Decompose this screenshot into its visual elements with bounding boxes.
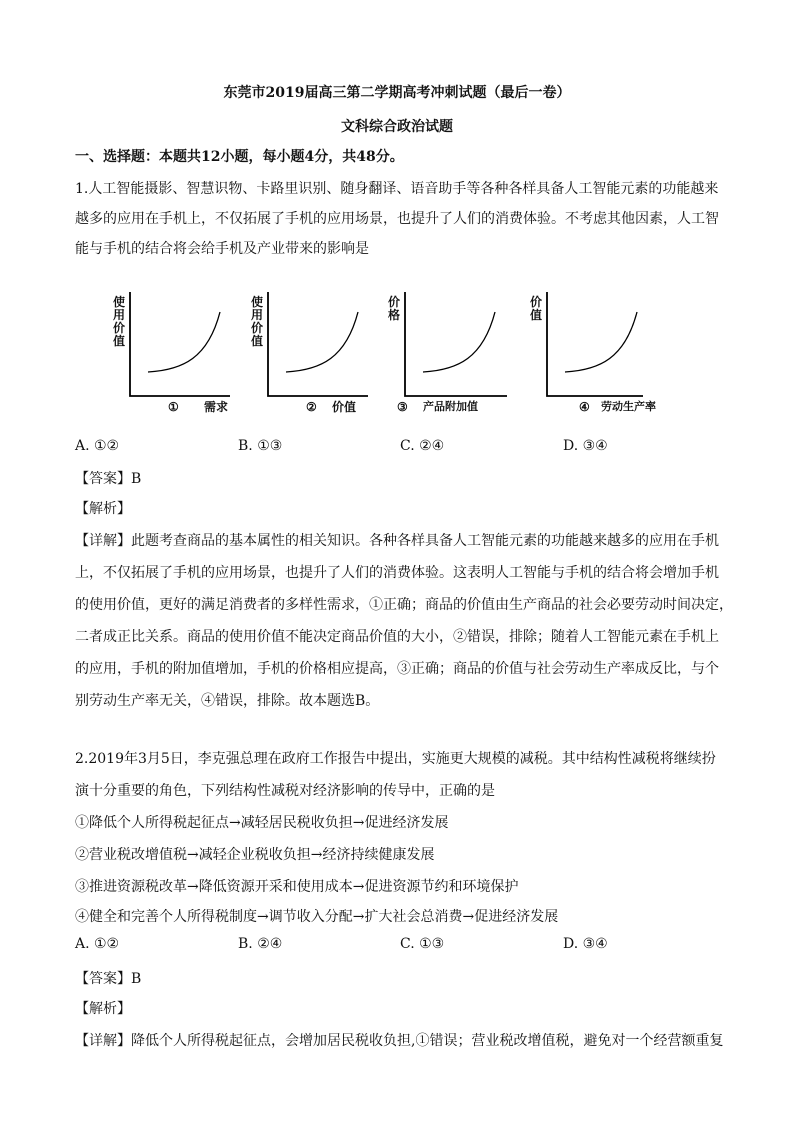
q1-detail-label: 【详解】 xyxy=(75,533,131,549)
q2-line-2: 演十分重要的角色，下列结构性减税对经济影响的传导中，正确的是 xyxy=(75,783,495,799)
graph-1-axes xyxy=(108,290,238,415)
q1-answer: 【答案】B xyxy=(75,471,142,487)
q1-detail-line-3: 的使用价值，更好的满足消费者的多样性需求，①正确；商品的价值由生产商品的社会必要劳动时间决定， xyxy=(75,597,733,613)
q2-line-1: 2.2019年3月5日，李克强总理在政府工作报告中提出，实施更大规模的减税。其中结构性减税将继续扮 xyxy=(75,751,716,767)
q1-line-2: 越多的应用在手机上，不仅拓展了手机的应用场景，也提升了人们的消费体验。不考虑其他因素，人工智 xyxy=(75,211,719,227)
graph-3-xlabel: 产品附加值 xyxy=(423,400,478,413)
q2-detail-text-1: 降低个人所得税起征点，会增加居民税收负担,①错误；营业税改增值税，避免对一个经营额重复 xyxy=(131,1033,724,1049)
graph-2-axes xyxy=(246,290,376,415)
q1-detail-line-6: 别劳动生产率无关，④错误，排除。故本题选B。 xyxy=(75,693,380,709)
graph-3-ylabel: 价格 xyxy=(387,295,400,322)
q2-analysis-label: 【解析】 xyxy=(75,1001,131,1017)
q1-detail-line-1 xyxy=(75,530,719,550)
q1-option-b: B. ①③ xyxy=(238,438,283,454)
graph-2-number: ② xyxy=(306,400,317,414)
graph-1-xlabel: 需求 xyxy=(204,400,229,414)
q1-graph-3 xyxy=(383,290,523,415)
q2-option-b: B. ②④ xyxy=(238,936,283,952)
q1-analysis-label: 【解析】 xyxy=(75,501,131,517)
q2-answer: 【答案】B xyxy=(75,971,142,987)
q1-line-3: 能与手机的结合将会给手机及产业带来的影响是 xyxy=(75,241,369,257)
q1-graph-4 xyxy=(525,290,665,415)
q2-item-2: ②营业税改增值税→减轻企业税收负担→经济持续健康发展 xyxy=(75,847,435,863)
q2-item-1: ①降低个人所得税起征点→减轻居民税收负担→促进经济发展 xyxy=(75,815,449,831)
graph-1-ylabel: 使用价值 xyxy=(112,295,125,348)
q1-option-c: C. ②④ xyxy=(400,438,445,454)
q2-item-3: ③推进资源税改革→降低资源开采和使用成本→促进资源节约和环境保护 xyxy=(75,879,519,895)
q1-detail-text-1: 此题考查商品的基本属性的相关知识。各种各样具备人工智能元素的功能越来越多的应用在手机 xyxy=(131,533,719,549)
q2-detail-label: 【详解】 xyxy=(75,1033,131,1049)
q1-line-1: 1.人工智能摄影、智慧识物、卡路里识别、随身翻译、语音助手等各种各样具备人工智能元素的功能越来 xyxy=(75,181,719,197)
q1-graph-1 xyxy=(108,290,238,415)
q1-detail-line-4: 二者成正比关系。商品的使用价值不能决定商品价值的大小，②错误，排除；随着人工智能元素在手机上 xyxy=(75,629,719,645)
graph-2-ylabel: 使用价值 xyxy=(250,295,263,348)
q1-option-a: A. ①② xyxy=(75,438,120,454)
q2-option-a: A. ①② xyxy=(75,936,120,952)
graph-4-axes xyxy=(525,290,665,415)
graph-3-number: ③ xyxy=(397,400,408,414)
graph-3-axes xyxy=(383,290,523,415)
q2-item-4: ④健全和完善个人所得税制度→调节收入分配→扩大社会总消费→促进经济发展 xyxy=(75,909,559,925)
q2-option-c: C. ①③ xyxy=(400,936,445,952)
q1-option-d: D. ③④ xyxy=(563,438,608,454)
q2-detail-line-1 xyxy=(75,1030,723,1050)
page-title: 东莞市2019届高三第二学期高考冲刺试题（最后一卷） xyxy=(223,85,571,101)
graph-2-xlabel: 价值 xyxy=(332,400,357,414)
section-heading: 一、选择题：本题共12小题，每小题4分，共48分。 xyxy=(75,149,404,165)
q1-detail-line-5: 的应用，手机的附加值增加，手机的价格相应提高，③正确；商品的价值与社会劳动生产率成反比，与个 xyxy=(75,661,719,677)
q2-option-d: D. ③④ xyxy=(563,936,608,952)
q1-detail-line-2: 上，不仅拓展了手机的应用场景，也提升了人们的消费体验。这表明人工智能与手机的结合将会增加手机 xyxy=(75,565,719,581)
page-subtitle: 文科综合政治试题 xyxy=(341,119,453,135)
graph-4-ylabel: 价值 xyxy=(529,295,542,322)
q1-graph-2 xyxy=(246,290,376,415)
graph-1-number: ① xyxy=(168,400,179,414)
graph-4-number: ④ xyxy=(579,400,590,414)
graph-4-xlabel: 劳动生产率 xyxy=(601,400,656,413)
